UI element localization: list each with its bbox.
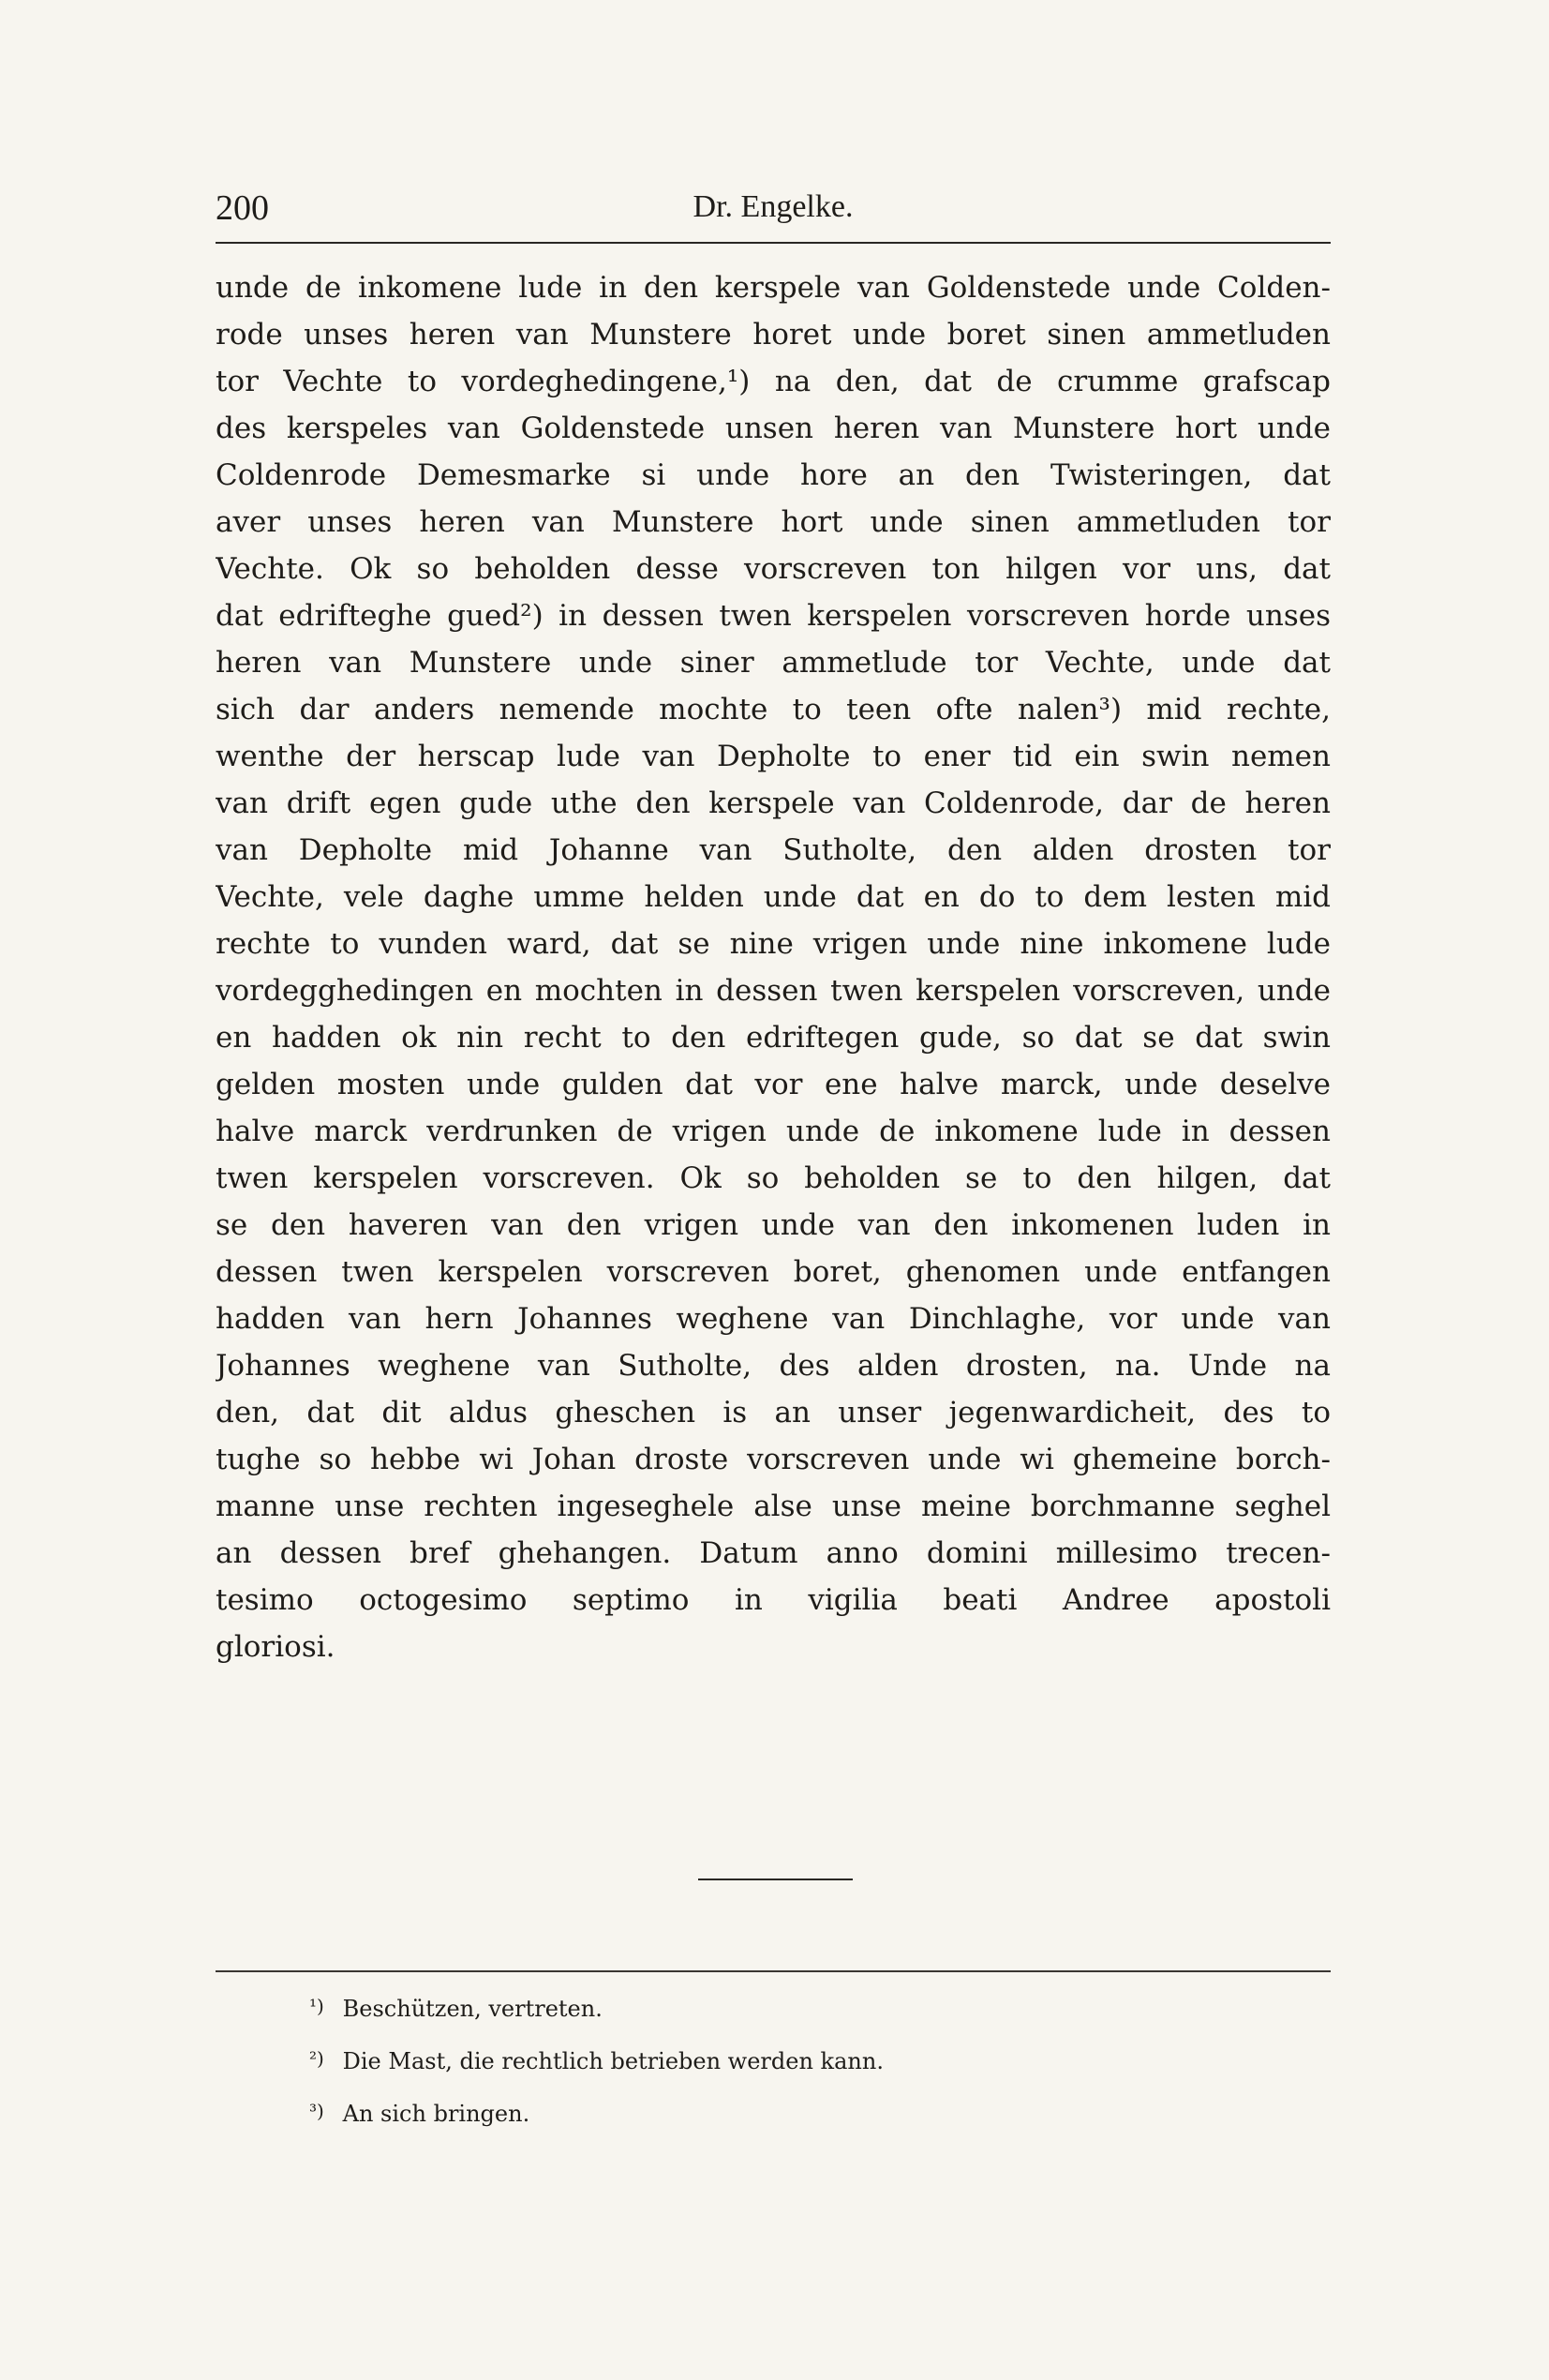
footnote-mark: ³) bbox=[309, 2100, 324, 2122]
text-line: tor Vechte to vordeghedingene,¹) na den, dat de crumme grafscap bbox=[216, 365, 1331, 398]
running-head: Dr. Engelke. bbox=[693, 189, 854, 224]
text-line: Vechte. Ok so beholden desse vorscreven ton hilgen vor uns, dat bbox=[216, 552, 1331, 586]
text-line: dat edrifteghe gued²) in dessen twen kerspelen vorscreven horde unses bbox=[216, 599, 1331, 633]
text-line: Vechte, vele daghe umme helden unde dat en do to dem lesten mid bbox=[216, 880, 1331, 914]
footnotes bbox=[309, 1980, 1153, 2137]
text-line: rechte to vunden ward, dat se nine vrigen unde nine inkomene lude bbox=[216, 927, 1331, 961]
page-number: 200 bbox=[216, 188, 269, 228]
text-line: se den haveren van den vrigen unde van den inkomenen luden in bbox=[216, 1208, 1331, 1242]
text-line: hadden van hern Johannes weghene van Dinchlaghe, vor unde van bbox=[216, 1302, 1331, 1336]
text-line: Johannes weghene van Sutholte, des alden drosten, na. Unde na bbox=[216, 1349, 1331, 1383]
text-line: twen kerspelen vorscreven. Ok so beholden se to den hilgen, dat bbox=[216, 1161, 1331, 1195]
header-rule bbox=[216, 242, 1331, 244]
closing-rule bbox=[698, 1879, 853, 1880]
text-line: gloriosi. bbox=[216, 1630, 335, 1664]
footnote-text: An sich bringen. bbox=[342, 2101, 530, 2127]
text-line: aver unses heren van Munstere hort unde sinen ammetluden tor bbox=[216, 505, 1331, 539]
text-line: tughe so hebbe wi Johan droste vorscreven unde wi ghemeine borch- bbox=[216, 1443, 1331, 1476]
footnote-text: Beschützen, vertreten. bbox=[342, 1996, 603, 2022]
text-line: dessen twen kerspelen vorscreven boret, ghenomen unde entfangen bbox=[216, 1255, 1331, 1289]
text-line: rode unses heren van Munstere horet unde boret sinen ammetluden bbox=[216, 318, 1331, 352]
text-line: van Depholte mid Johanne van Sutholte, den alden drosten tor bbox=[216, 833, 1331, 867]
text-line: unde de inkomene lude in den kerspele van Goldenstede unde Colden- bbox=[216, 271, 1331, 305]
text-line: en hadden ok nin recht to den edriftegen gude, so dat se dat swin bbox=[216, 1021, 1331, 1055]
body-text bbox=[216, 264, 1331, 1670]
text-line: vordegghedingen en mochten in dessen twen kerspelen vorscreven, unde bbox=[216, 974, 1331, 1008]
footnote-mark: ²) bbox=[309, 2047, 324, 2070]
text-line: an dessen bref ghehangen. Datum anno domini millesimo trecen- bbox=[216, 1536, 1331, 1570]
text-line: tesimo octogesimo septimo in vigilia beati Andree apostoli bbox=[216, 1583, 1331, 1617]
text-line: Coldenrode Demesmarke si unde hore an den Twisteringen, dat bbox=[216, 458, 1331, 492]
text-line: halve marck verdrunken de vrigen unde de inkomene lude in dessen bbox=[216, 1115, 1331, 1148]
footnote bbox=[309, 1980, 1153, 2032]
text-line: manne unse rechten ingeseghele alse unse meine borchmanne seghel bbox=[216, 1489, 1331, 1523]
text-line: van drift egen gude uthe den kerspele van Coldenrode, dar de heren bbox=[216, 786, 1331, 820]
text-line: sich dar anders nemende mochte to teen ofte nalen³) mid rechte, bbox=[216, 693, 1331, 726]
text-line: wenthe der herscap lude van Depholte to ener tid ein swin nemen bbox=[216, 740, 1331, 773]
text-line: den, dat dit aldus gheschen is an unser jegenwardicheit, des to bbox=[216, 1396, 1331, 1429]
text-line: gelden mosten unde gulden dat vor ene halve marck, unde deselve bbox=[216, 1068, 1331, 1101]
footnote bbox=[309, 2085, 1153, 2137]
footnote-text: Die Mast, die rechtlich betrieben werden kann. bbox=[342, 2048, 884, 2074]
footnote-separator bbox=[216, 1970, 1331, 1972]
text-line: heren van Munstere unde siner ammetlude tor Vechte, unde dat bbox=[216, 646, 1331, 680]
footnote-mark: ¹) bbox=[309, 1995, 324, 2017]
page-header bbox=[216, 187, 1331, 244]
text-line: des kerspeles van Goldenstede unsen heren van Munstere hort unde bbox=[216, 412, 1331, 445]
footnote bbox=[309, 2032, 1153, 2085]
